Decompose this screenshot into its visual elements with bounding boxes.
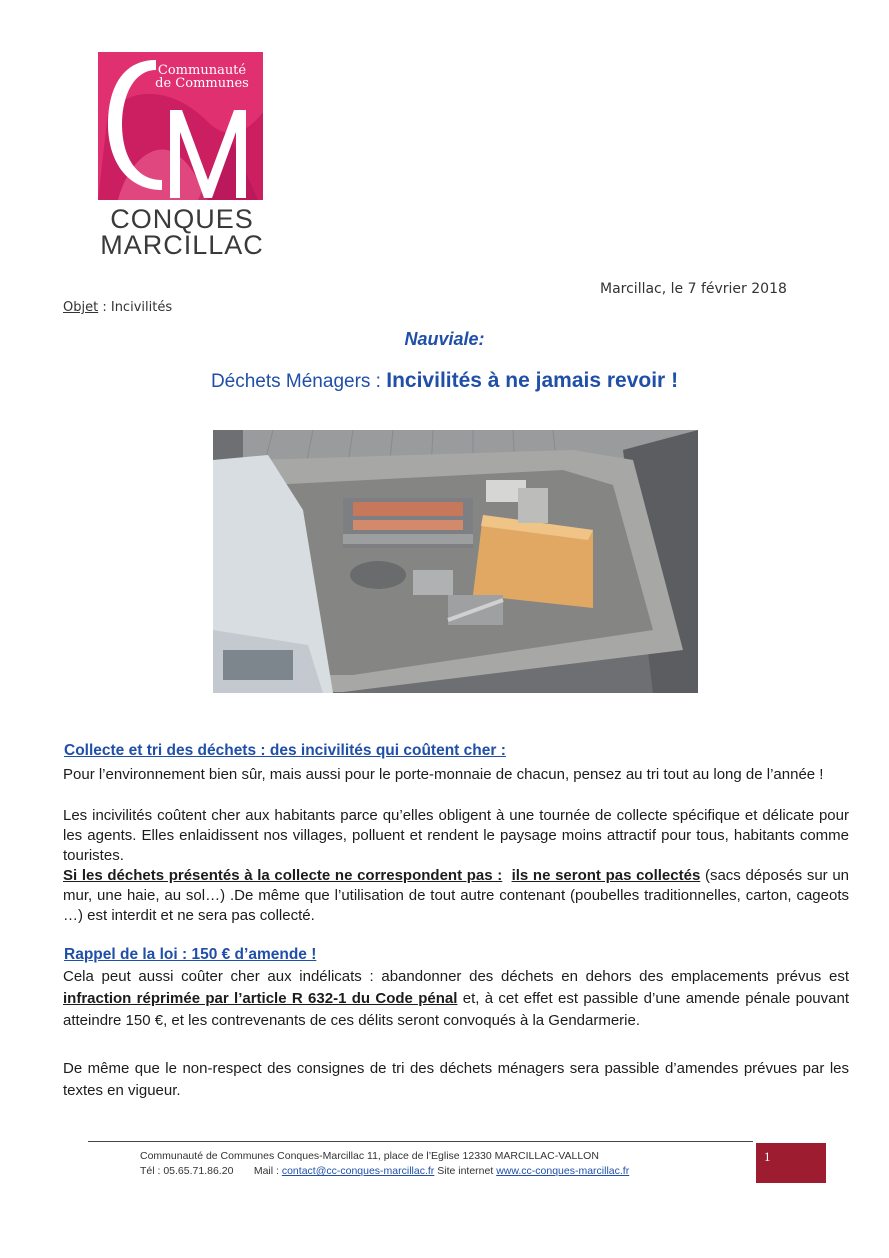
footer-tel: Tél : 05.65.71.86.20 [140,1165,234,1177]
collecte-paragraph-3 [63,866,849,926]
waste-photo [213,430,698,693]
subject-label: Objet [63,300,99,315]
loi-paragraph-1 [63,966,849,1032]
footer-mail-link[interactable]: contact@cc-conques-marcillac.fr [281,1165,435,1177]
footer-address: Communauté de Communes Conques-Marcillac 11, place de l’Eglise 12330 MARCILLAC-VALLON [140,1150,599,1162]
section-heading-loi: Rappel de la loi : 150 € d’amende ! [64,946,317,963]
logo-org-line1: Communauté [157,63,247,78]
collecte-warning-bold: Si les déchets présentés à la collecte ne correspondent pas : [63,867,503,884]
section-heading-collecte: Collecte et tri des déchets : des incivilités qui coûtent cher : [64,742,506,759]
location-heading: Nauviale: [404,329,485,349]
page-title [0,369,889,393]
loi-article-bold: infraction réprimée par l’article R 632-1 du Code pénal [63,990,458,1007]
logo-org-type [142,64,262,90]
footer-contact [140,1165,629,1177]
loi-paragraph-2: De même que le non-respect des consignes de tri des déchets ménagers sera passible d’amendes prévues par les textes en vigueur. [63,1060,849,1099]
footer-divider [88,1141,753,1142]
footer-site-label: Site internet [434,1165,497,1177]
logo-name-line1: CONQUES [110,204,254,234]
subject-value: Incivilités [110,300,173,315]
collecte-not-collected-bold: ils ne seront pas collectés [511,867,701,884]
title-main: Incivilités à ne jamais revoir ! [386,369,679,392]
letter-date: Marcillac, le 7 février 2018 [600,281,787,297]
subject-separator: : [98,300,111,315]
logo-name-line2: MARCILLAC [100,230,264,260]
logo-org-line2: de Communes [155,76,249,91]
footer-site-link[interactable]: www.cc-conques-marcillac.fr [496,1165,630,1177]
page-number: 1 [756,1143,826,1183]
collecte-paragraph-3-rest: (sacs déposés sur un mur, une haie, au sol…) .De même que l’utilisation de tout autre contenant (poubelles traditionnelles, carton, cageots …) est interdit et ne sera pas collecté. [63,867,850,924]
organization-logo [98,52,266,258]
loi-paragraph-1-start: Cela peut aussi coûter cher aux indélicats : abandonner des déchets en dehors des emplacements prévus est [63,968,849,985]
waste-photo-illustration [213,430,698,693]
collecte-paragraph-2: Les incivilités coûtent cher aux habitants parce qu’elles obligent à une tournée de collecte spécifique et délicate pour les agents. Elles enlaidissent nos villages, polluent et rendent le paysage moins attractif pour tous, habitants comme touristes. [63,807,849,864]
subject-line [63,300,172,315]
title-prefix: Déchets Ménagers : [210,371,387,392]
collecte-paragraph-1: Pour l’environnement bien sûr, mais aussi pour le porte-monnaie de chacun, pensez au tri tout au long de l’année ! [63,766,824,783]
loi-paragraph-1-end: et, à cet effet est passible d’une amende pénale pouvant atteindre 150 €, et les contrevenants de ces délits seront convoqués à la Gendarmerie. [63,990,849,1029]
footer-mail-label: Mail : [253,1165,282,1177]
